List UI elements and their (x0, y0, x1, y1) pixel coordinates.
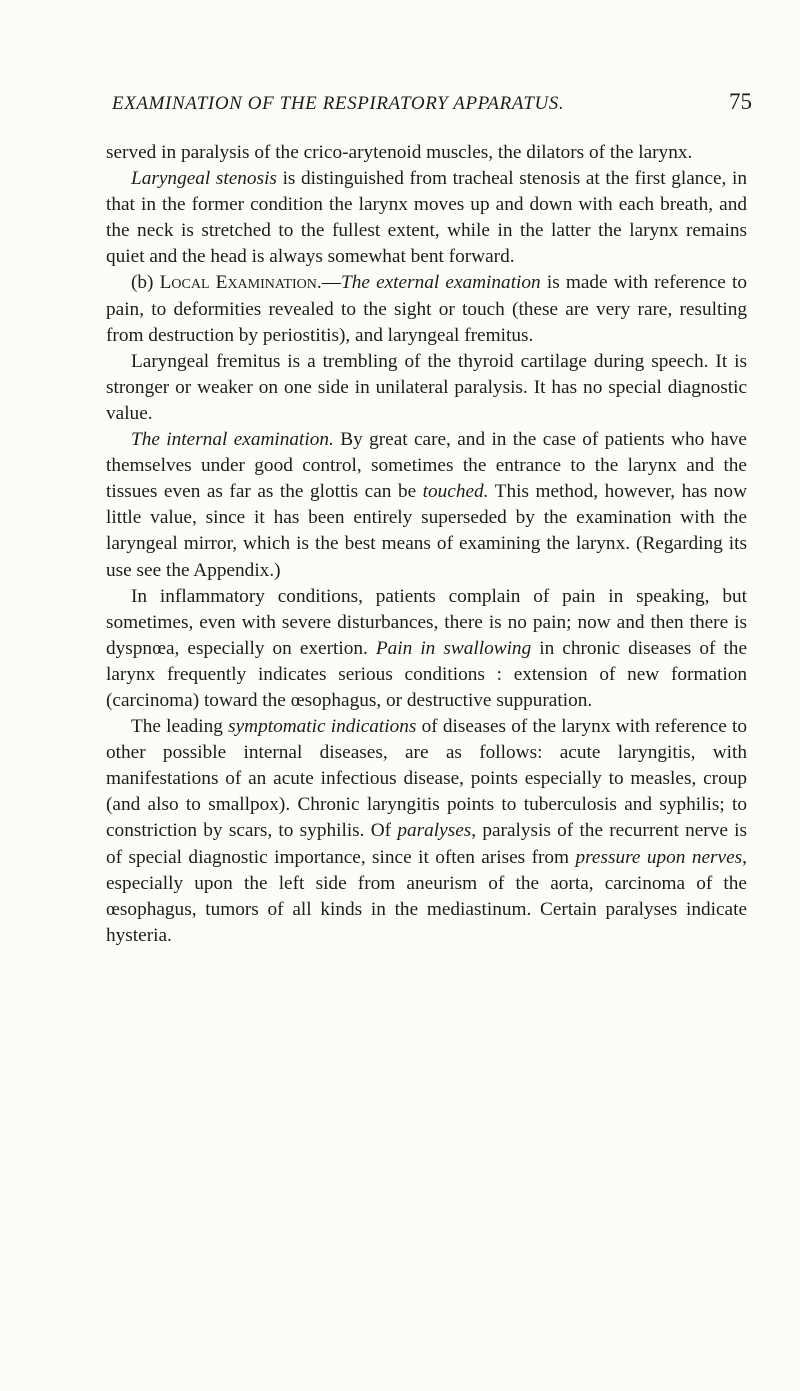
paragraph-text: in chronic diseases of the larynx frequently indicates serious conditions : extension of new formation (carcinoma) toward the œsophagus, or destructive suppuration. (106, 637, 747, 711)
section-marker: (b) (131, 272, 154, 294)
paragraph-text: , especially upon the left side from aneurism of the aorta, carcinoma of the œsophagus, tumors of all kinds in the mediastinum. Certain paralyses indicate hysteria. (106, 846, 747, 946)
page-header (112, 89, 752, 127)
body-text (106, 140, 747, 949)
paragraph-laryngeal-fremitus (106, 349, 747, 427)
italic-term: The external examination (341, 272, 541, 294)
italic-term: symptomatic indications (228, 716, 417, 738)
paragraph-text: of diseases of the larynx with reference to other possible internal diseases, are as follows: acute laryngitis, with manifestations of an acute infectious disease, points especially to measles, croup (and also to smallpox). Chronic laryngitis points to tuberculosis and syphilis; to constriction by scars, to syphilis. Of (106, 716, 747, 842)
paragraph-laryngeal-stenosis (106, 166, 747, 270)
paragraph-text: By great care, and in the case of patients who have themselves under good control, sometimes the entrance to the larynx and the tissues even as far as the glottis can be (106, 429, 747, 503)
paragraph-text: , paralysis of the recurrent nerve is of special diagnostic importance, since it often arises from (106, 820, 748, 868)
page-number: 75 (729, 89, 752, 114)
running-head: EXAMINATION OF THE RESPIRATORY APPARATUS. (112, 93, 565, 114)
paragraph-text: In inflammatory conditions, patients complain of pain in speaking, but sometimes, even with severe disturbances, there is no pain; now and then there is dyspnœa, especially on exertion. (106, 585, 747, 659)
paragraph-text: served in paralysis of the crico-arytenoid muscles, the dilators of the larynx. (106, 142, 693, 163)
paragraph-continuation (106, 140, 747, 166)
italic-term: Laryngeal stenosis (131, 168, 277, 190)
italic-term: pressure upon nerves (575, 846, 743, 868)
italic-term: touched. (422, 481, 489, 503)
paragraph-internal-examination (106, 427, 747, 584)
em-dash: — (321, 272, 341, 294)
paragraph-inflammatory-conditions (106, 584, 747, 714)
paragraph-text: is made with reference to pain, to deformities revealed to the sight or touch (these are very rare, resulting from destruction by periostitis), and laryngeal fremitus. (106, 272, 748, 346)
italic-term: The internal examination. (131, 429, 334, 451)
paragraph-text: Laryngeal fremitus is a trembling of the thyroid cartilage during speech. It is stronger or weaker on one side in unilateral paralysis. It has no special diagnostic value. (106, 350, 747, 424)
paragraph-symptomatic-indications (106, 714, 747, 949)
paragraph-text: This method, however, has now little value, since it has been entirely superseded by the examination with the laryngeal mirror, which is the best means of examining the larynx. (Regarding its use see the Appendix.) (106, 481, 747, 581)
paragraph-local-examination (106, 270, 747, 348)
section-heading: Local Examination. (159, 272, 322, 294)
italic-term: Pain in swallowing (375, 637, 532, 659)
paragraph-text: is distinguished from tracheal stenosis at the first glance, in that in the former condition the larynx moves up and down with each breath, and the neck is stretched to the fullest extent, while in the latter the larynx remains quiet and the head is always somewhat bent forward. (106, 168, 747, 268)
italic-term: paralyses (397, 820, 472, 842)
paragraph-text: The leading (131, 716, 229, 738)
